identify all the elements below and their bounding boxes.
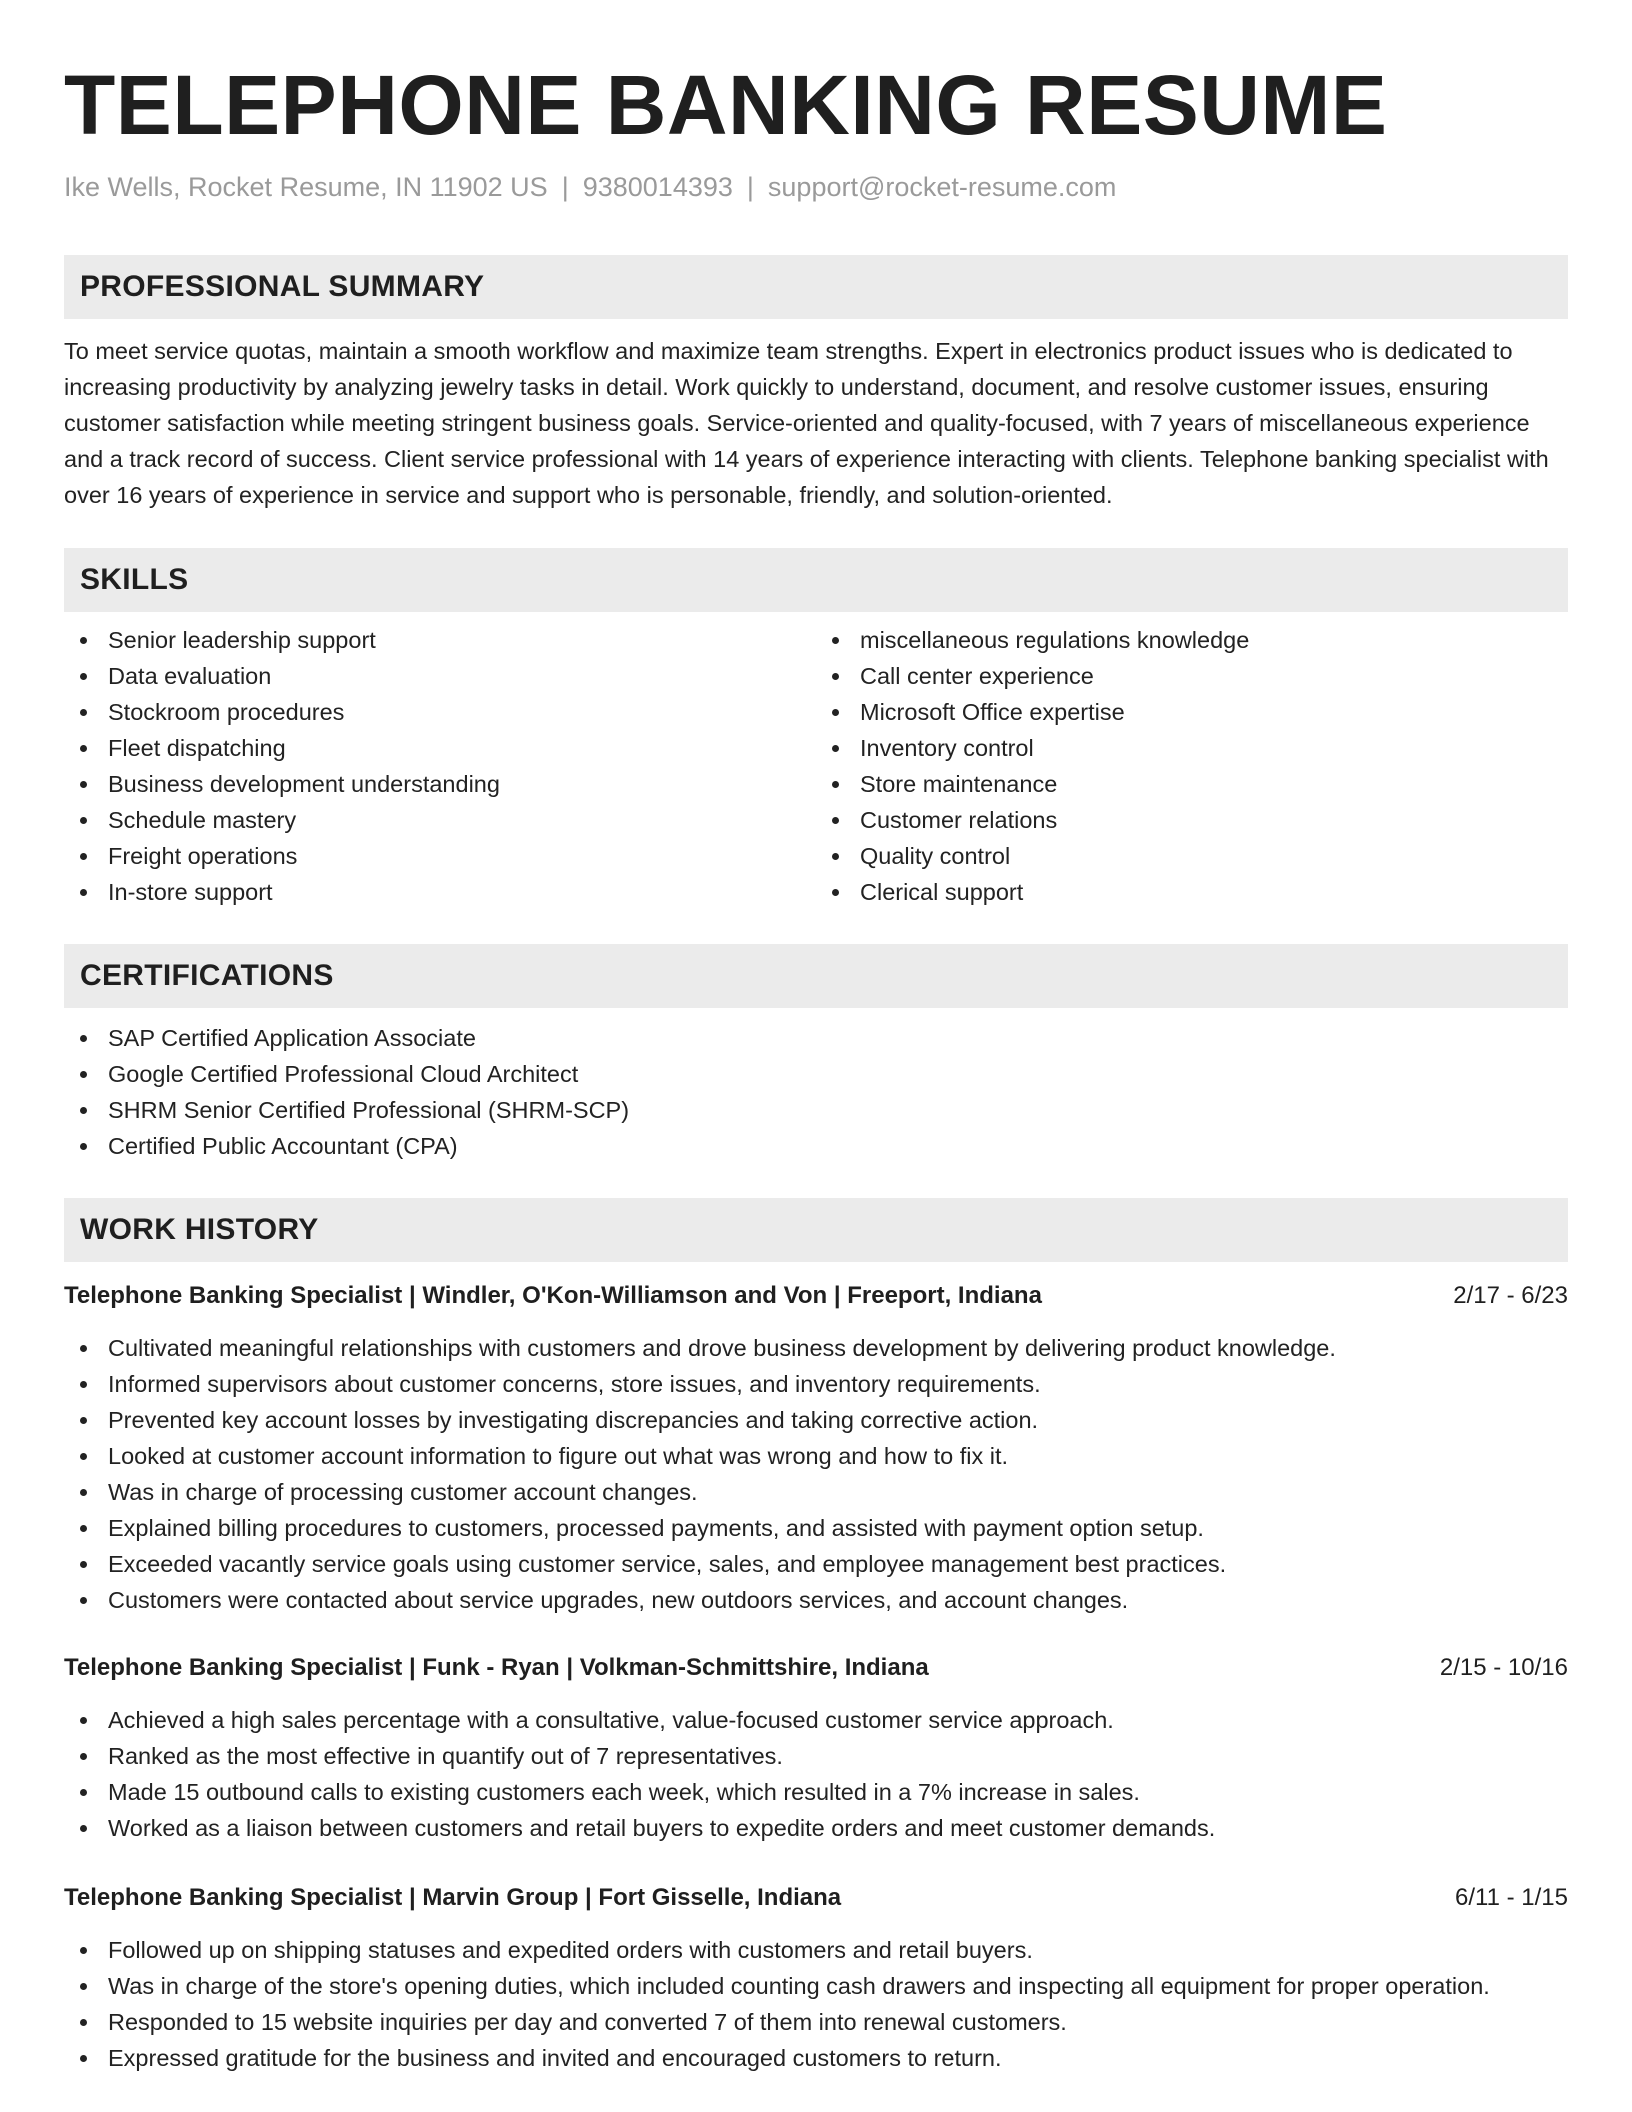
contact-phone: 9380014393 — [582, 172, 733, 202]
job-dates: 2/15 - 10/16 — [1439, 1654, 1568, 1681]
job-bullet: Informed supervisors about customer concerns, store issues, and inventory requirements. — [64, 1366, 1568, 1402]
job-header — [64, 1880, 1568, 1916]
section-header-certifications: CERTIFICATIONS — [64, 944, 1568, 1008]
certification-item: Certified Public Accountant (CPA) — [64, 1128, 1568, 1164]
skill-item: Freight operations — [64, 838, 816, 874]
job-bullet: Achieved a high sales percentage with a consultative, value-focused customer service approach. — [64, 1702, 1568, 1738]
job-title: Telephone Banking Specialist | Funk - Ryan | Volkman-Schmittshire, Indiana — [64, 1654, 929, 1681]
section-header-summary: PROFESSIONAL SUMMARY — [64, 255, 1568, 319]
job-bullets — [64, 1702, 1568, 1846]
contact-email: support@rocket-resume.com — [767, 172, 1117, 202]
skills-list-left — [64, 622, 816, 910]
skill-item: In-store support — [64, 874, 816, 910]
skill-item: Business development understanding — [64, 766, 816, 802]
job-bullet: Responded to 15 website inquiries per day and converted 7 of them into renewal customers. — [64, 2004, 1568, 2040]
skill-item: Schedule mastery — [64, 802, 816, 838]
skills-columns — [64, 622, 1568, 910]
job-entry — [64, 1880, 1568, 2076]
job-entry — [64, 1650, 1568, 1846]
job-entry — [64, 1278, 1568, 1618]
skill-item: Inventory control — [816, 730, 1568, 766]
skill-item: miscellaneous regulations knowledge — [816, 622, 1568, 658]
skill-item: Store maintenance — [816, 766, 1568, 802]
skill-item: Customer relations — [816, 802, 1568, 838]
job-bullet: Ranked as the most effective in quantify out of 7 representatives. — [64, 1738, 1568, 1774]
skill-item: Stockroom procedures — [64, 694, 816, 730]
contact-address: Ike Wells, Rocket Resume, IN 11902 US — [64, 172, 548, 202]
skill-item: Quality control — [816, 838, 1568, 874]
job-header — [64, 1650, 1568, 1686]
job-bullets — [64, 1932, 1568, 2076]
certification-item: SAP Certified Application Associate — [64, 1020, 1568, 1056]
skills-list-right — [816, 622, 1568, 910]
job-dates: 6/11 - 1/15 — [1455, 1884, 1568, 1911]
job-bullet: Cultivated meaningful relationships with customers and drove business development by delivering product knowledge. — [64, 1330, 1568, 1366]
job-bullet: Exceeded vacantly service goals using customer service, sales, and employee management best practices. — [64, 1546, 1568, 1582]
skill-item: Fleet dispatching — [64, 730, 816, 766]
skill-item: Clerical support — [816, 874, 1568, 910]
skill-item: Call center experience — [816, 658, 1568, 694]
job-header — [64, 1278, 1568, 1314]
skill-item: Senior leadership support — [64, 622, 816, 658]
job-title: Telephone Banking Specialist | Marvin Group | Fort Gisselle, Indiana — [64, 1884, 842, 1911]
certification-item: Google Certified Professional Cloud Architect — [64, 1056, 1568, 1092]
page-title: TELEPHONE BANKING RESUME — [64, 58, 1388, 152]
job-bullet: Explained billing procedures to customers, processed payments, and assisted with payment option setup. — [64, 1510, 1568, 1546]
skill-item: Data evaluation — [64, 658, 816, 694]
job-bullet: Was in charge of processing customer account changes. — [64, 1474, 1568, 1510]
job-bullet: Made 15 outbound calls to existing customers each week, which resulted in a 7% increase in sales. — [64, 1774, 1568, 1810]
job-bullet: Expressed gratitude for the business and invited and encouraged customers to return. — [64, 2040, 1568, 2076]
certification-item: SHRM Senior Certified Professional (SHRM-SCP) — [64, 1092, 1568, 1128]
job-bullet: Looked at customer account information to figure out what was wrong and how to fix it. — [64, 1438, 1568, 1474]
job-bullet: Customers were contacted about service upgrades, new outdoors services, and account changes. — [64, 1582, 1568, 1618]
contact-line — [64, 170, 1568, 204]
contact-separator: | — [561, 172, 569, 202]
contact-separator: | — [746, 172, 754, 202]
job-title: Telephone Banking Specialist | Windler, O'Kon-Williamson and Von | Freeport, Indiana — [64, 1282, 1042, 1309]
job-bullets — [64, 1330, 1568, 1618]
summary-text: To meet service quotas, maintain a smooth workflow and maximize team strengths. Expert in electronics product issues who is dedicated to increasing productivity by analyzing jewelry tasks in detail. Work quickly to understand, document, and resolve customer issues, ensuring customer satisfaction while meeting stringent business goals. Service-oriented and quality-focused, with 7 years of miscellaneous experience and a track record of success. Client service professional with 14 years of experience interacting with clients. Telephone banking specialist with over 16 years of experience in service and support who is personable, friendly, and solution-oriented. — [64, 338, 1549, 508]
job-bullet: Followed up on shipping statuses and expedited orders with customers and retail buyers. — [64, 1932, 1568, 1968]
job-dates: 2/17 - 6/23 — [1453, 1282, 1568, 1309]
job-bullet: Worked as a liaison between customers and retail buyers to expedite orders and meet customer demands. — [64, 1810, 1568, 1846]
job-bullet: Prevented key account losses by investigating discrepancies and taking corrective action. — [64, 1402, 1568, 1438]
section-header-skills: SKILLS — [64, 548, 1568, 612]
job-bullet: Was in charge of the store's opening duties, which included counting cash drawers and inspecting all equipment for proper operation. — [64, 1968, 1568, 2004]
skill-item: Microsoft Office expertise — [816, 694, 1568, 730]
section-header-work-history: WORK HISTORY — [64, 1198, 1568, 1262]
certifications-list — [64, 1020, 1568, 1164]
